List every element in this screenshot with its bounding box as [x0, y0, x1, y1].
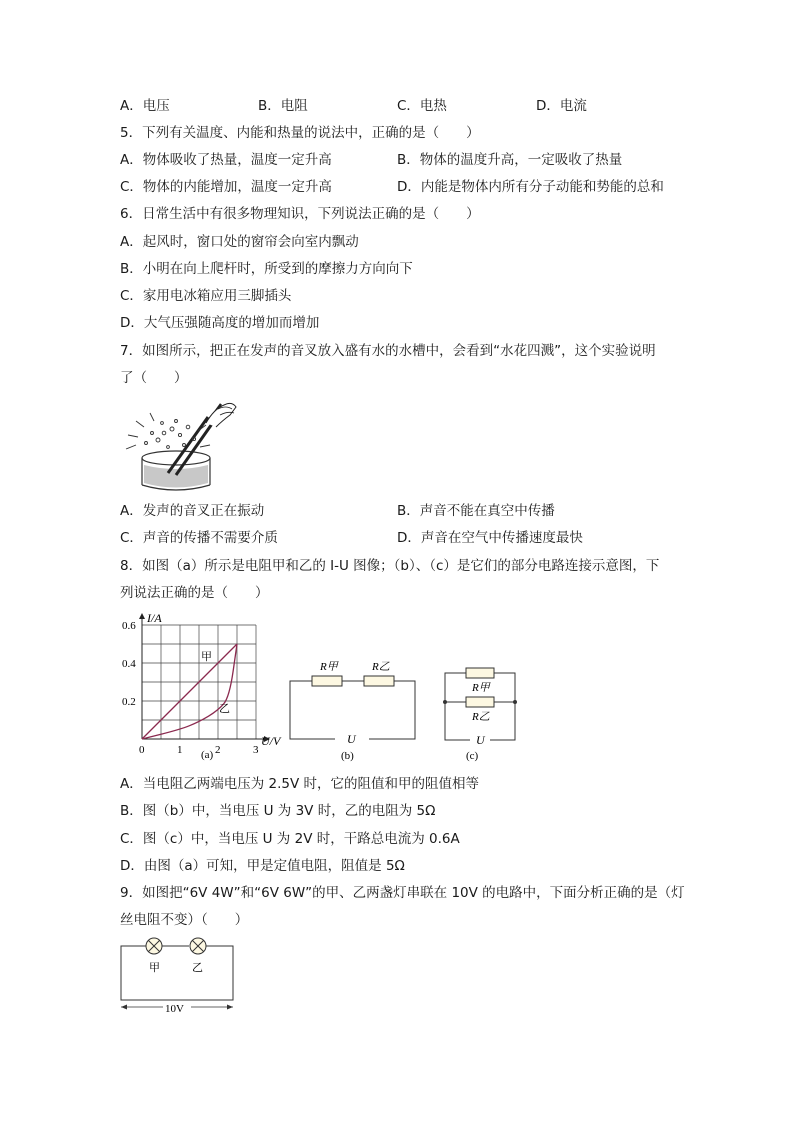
y-axis-label: I/A	[147, 611, 162, 625]
q8-option-d: D．由图（a）可知，甲是定值电阻，阻值是 5Ω	[120, 858, 405, 874]
y-tick-label: 0.6	[122, 620, 136, 632]
series-label-jia: 甲	[201, 651, 212, 663]
q7-stem-line2: 了（ ）	[120, 370, 188, 386]
q6-option-b: B．小明在向上爬杆时，所受到的摩擦力方向向下	[120, 261, 413, 277]
q5-option-b: B．物体的温度升高，一定吸收了热量	[397, 152, 623, 168]
q8-stem-line2: 列说法正确的是（ ）	[120, 585, 269, 601]
q5-stem: 5．下列有关温度、内能和热量的说法中，正确的是（ ）	[120, 125, 480, 141]
q8-stem-line1: 8．如图（a）所示是电阻甲和乙的 I-U 图像；（b）、（c）是它们的部分电路连接示意图，下	[120, 558, 660, 574]
lamp-circuit-figure	[115, 935, 240, 1017]
figure-b-caption: (b)	[341, 750, 354, 762]
q4-option-d: D．电流	[536, 98, 587, 114]
figure-b-r-jia: R甲	[320, 661, 338, 673]
voltage-label: 10V	[165, 1003, 184, 1015]
q4-option-c: C．电热	[397, 98, 447, 114]
figure-b-r-yi: R乙	[372, 661, 390, 673]
figure-c-caption: (c)	[466, 750, 479, 762]
q8-option-a: A．当电阻乙两端电压为 2.5V 时，它的阻值和甲的阻值相等	[120, 776, 480, 792]
q6-option-a: A．起风时，窗口处的窗帘会向室内飘动	[120, 234, 359, 250]
q6-option-d: D．大气压强随高度的增加而增加	[120, 315, 320, 331]
tuning-fork-water-figure	[118, 395, 240, 495]
x-axis-label: U/V	[261, 734, 281, 748]
series-line-jia	[142, 644, 237, 739]
y-tick-label: 0.4	[122, 658, 136, 670]
q4-option-a: A．电压	[120, 98, 170, 114]
series-label-yi: 乙	[219, 703, 230, 715]
x-tick-label: 1	[177, 744, 183, 756]
figure-c-r-jia: R甲	[472, 682, 490, 694]
q4-option-b: B．电阻	[258, 98, 308, 114]
lamp-jia-icon	[146, 938, 162, 954]
lamp-yi-label: 乙	[192, 962, 203, 974]
q7-option-b: B．声音不能在真空中传播	[397, 503, 555, 519]
q7-stem-line1: 7．如图所示，把正在发声的音叉放入盛有水的水槽中，会看到“水花四溅”，这个实验说明	[120, 343, 656, 359]
figure-c-r-yi: R乙	[472, 711, 490, 723]
q6-stem: 6．日常生活中有很多物理知识，下列说法正确的是（ ）	[120, 206, 480, 222]
iu-graph-figure-a	[115, 608, 285, 764]
figure-b-voltage: U	[347, 732, 356, 746]
lamp-jia-label: 甲	[149, 962, 160, 974]
q7-option-a: A．发声的音叉正在振动	[120, 503, 265, 519]
x-tick-label: 0	[139, 744, 145, 756]
x-tick-label: 3	[253, 744, 259, 756]
q7-option-d: D．声音在空气中传播速度最快	[397, 530, 583, 546]
q5-option-a: A．物体吸收了热量，温度一定升高	[120, 152, 332, 168]
lamp-yi-icon	[190, 938, 206, 954]
q8-option-c: C．图（c）中，当电压 U 为 2V 时，干路总电流为 0.6A	[120, 831, 460, 847]
q6-option-c: C．家用电冰箱应用三脚插头	[120, 288, 292, 304]
q5-option-c: C．物体的内能增加，温度一定升高	[120, 179, 332, 195]
y-axis-arrow-icon	[139, 613, 145, 619]
q9-stem-line2: 丝电阻不变）（ ）	[120, 912, 249, 928]
parallel-circuit-figure-c	[436, 660, 526, 766]
series-circuit-figure-b	[283, 655, 423, 765]
figure-a-caption: (a)	[201, 749, 214, 761]
y-tick-label: 0.2	[122, 696, 136, 708]
q9-stem-line1: 9．如图把“6V 4W”和“6V 6W”的甲、乙两盏灯串联在 10V 的电路中，下面分析正确的是（灯	[120, 885, 685, 901]
x-tick-label: 2	[215, 744, 221, 756]
q7-option-c: C．声音的传播不需要介质	[120, 530, 278, 546]
figure-c-voltage: U	[476, 733, 485, 747]
q8-option-b: B．图（b）中，当电压 U 为 3V 时，乙的电阻为 5Ω	[120, 803, 436, 819]
q5-option-d: D．内能是物体内所有分子动能和势能的总和	[397, 179, 664, 195]
